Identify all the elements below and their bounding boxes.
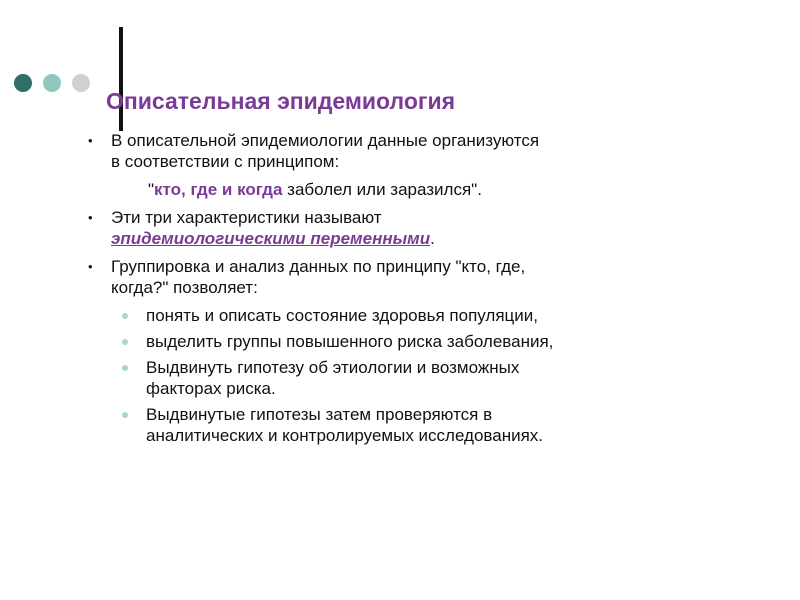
sub-bullet-dot-icon — [122, 412, 128, 418]
slide-body — [86, 130, 746, 446]
bullet-dot-icon: • — [88, 210, 93, 225]
sub-bullet — [122, 357, 746, 399]
bullet-dot-icon: • — [88, 133, 93, 148]
sub-bullet — [122, 404, 746, 446]
bullet-text-line: Эти три характеристики называют — [111, 208, 382, 227]
dark-teal-dot-icon — [14, 74, 32, 92]
quote-mark: " — [148, 180, 155, 199]
sub-bullet-text: факторах риска. — [146, 379, 276, 398]
bullet-text-line: когда?" позволяет: — [111, 278, 258, 297]
bullet-epidemiological-variables — [86, 207, 746, 249]
principle-highlight: кто, где и когда — [154, 180, 283, 199]
bullet-grouping-analysis — [86, 256, 746, 298]
sub-bullet-text: Выдвинуть гипотезу об этиологии и возможных — [146, 358, 520, 377]
bullet-descriptive-principle — [86, 130, 746, 200]
sub-bullet-dot-icon — [122, 339, 128, 345]
bullet-text-line: в соответствии с принципом: — [111, 152, 340, 171]
quote-rest: заболел или заразился". — [282, 180, 482, 199]
sub-bullet-text: Выдвинутые гипотезы затем проверяются в — [146, 405, 493, 424]
gray-dot-icon — [72, 74, 90, 92]
bullet-text-line — [111, 228, 746, 249]
sub-bullet-text: выделить группы повышенного риска заболевания, — [146, 332, 554, 351]
bullet-text-line: Группировка и анализ данных по принципу "кто, где, — [111, 257, 526, 276]
sub-bullet — [122, 331, 746, 352]
light-teal-dot-icon — [43, 74, 61, 92]
vertical-divider — [119, 27, 123, 131]
sub-bullet-dot-icon — [122, 365, 128, 371]
bullet-text-line: В описательной эпидемиологии данные организуются — [111, 131, 540, 150]
decorative-dots — [14, 74, 90, 92]
principle-quote — [111, 179, 746, 200]
sub-bullet-text: аналитических и контролируемых исследованиях. — [146, 426, 544, 445]
bullet-tail: . — [430, 229, 435, 248]
sub-bullet-text: понять и описать состояние здоровья популяции, — [146, 306, 538, 325]
sub-bullet-list — [86, 305, 746, 446]
variables-highlight: эпидемиологическими переменными — [111, 229, 431, 248]
sub-bullet-dot-icon — [122, 313, 128, 319]
slide-title: Описательная эпидемиология — [106, 88, 456, 114]
bullet-dot-icon: • — [88, 259, 93, 274]
sub-bullet — [122, 305, 746, 326]
